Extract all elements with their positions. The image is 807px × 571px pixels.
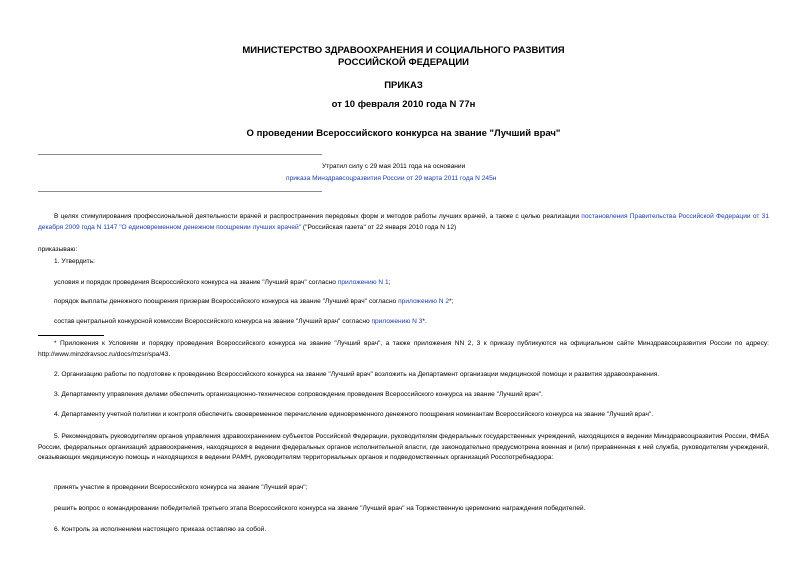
item-5-text: 5. Рекомендовать руководителям органов управления здравоохранением субъектов Российской Федерации, руководителям федеральных государственных учреждений, находящихся в ведении Минздравсоцразвития России, ФМБА России, федеральных организаций здравоохранения, находящихся в ведении федеральных органов исполнительной власти, где законодательно предусмотрена военная и (или) приравненная к ней служба, руководителям учреждений, оказывающих медицинскую помощь и находящихся в ведении РАМН, руководителям территориальных органов и подведомственных организаций Росспотребнадзора: (38, 433, 769, 461)
item-1a-end: ; (388, 279, 391, 286)
item-1b-end: *; (449, 298, 454, 305)
document-title: О проведении Всероссийского конкурса на звание "Лучший врач" (246, 128, 561, 139)
document-date-number: от 10 февраля 2010 года N 77н (331, 99, 476, 110)
ministry-title-line1: МИНИСТЕРСТВО ЗДРАВООХРАНЕНИЯ И СОЦИАЛЬНОГО РАЗВИТИЯ (242, 45, 565, 56)
appendix-3-link[interactable]: приложению N 3 (371, 318, 423, 325)
ministry-title-line2: РОССИЙСКОЙ ФЕДЕРАЦИИ (337, 57, 469, 68)
item-5 (38, 432, 769, 464)
appendix-1-link[interactable]: приложению N 1 (337, 279, 389, 286)
document-type: ПРИКАЗ (384, 80, 423, 91)
footnote-text: * Приложения к Условиям и порядку проведения Всероссийского конкурса на звание "Лучший врач", а также приложения NN 2, 3 к приказу публикуются на официальном сайте Минздравсоцразвития России по адресу: http://www.minzdravsoc.ru/docs/mzsr/spa/43. (38, 340, 769, 358)
item-1a-text: условия и порядок проведения Всероссийского конкурса на звание "Лучший врач" согласно (54, 279, 338, 286)
item-1c-text: состав центральной конкурсной комиссии Всероссийского конкурса на звание "Лучший врач" согласно (54, 318, 372, 325)
order-word: приказываю: (38, 246, 78, 253)
divider-top (38, 154, 322, 155)
item-1b-text: порядок выплаты денежного поощрения призерам Всероссийского конкурса на звание "Лучший врач" согласно (54, 298, 399, 305)
preamble-text: В целях стимулирования профессиональной деятельности врачей и распространения передовых форм и методов работы лучших врачей, а также с целью реализации (54, 213, 582, 220)
item-1a (54, 278, 391, 289)
item-4: 4. Департаменту учетной политики и контроля обеспечить своевременное перечисление единовременного денежного поощрения номинантам Всероссийского конкурса на звание "Лучший врач". (54, 411, 654, 418)
item-5a: принять участие в проведении Всероссийского конкурса на звание "Лучший врач"; (54, 484, 308, 491)
appendix-2-link[interactable]: приложению N 2 (398, 298, 449, 305)
preamble-paragraph (38, 212, 769, 233)
item-2: 2. Организацию работы по подготовке к проведению Всероссийского конкурса на звание "Лучший врач" возложить на Департамент организации медицинской помощи и развития здравоохранения. (54, 371, 660, 378)
footnote (38, 339, 769, 360)
item-3: 3. Департаменту управления делами обеспечить организационно-техническое сопровождение проведения Всероссийского конкурса на звание "Лучший врач". (54, 391, 543, 398)
repeal-order-link-text[interactable]: приказа Минздравсоцразвития России от 29 марта 2011 года N 245н (286, 175, 497, 182)
government-decree-link[interactable]: постановления Правительства Российской Федерации от 31 декабря 2009 года N 1147 "О единовременном денежном поощрении лучших врачей" (38, 213, 769, 231)
item-1b (54, 297, 453, 308)
footnote-divider (38, 335, 104, 336)
item-5b: решить вопрос о командировании победителей третьего этапа Всероссийского конкурса на звание "Лучший врач" на Торжественную церемонию награждения победителей. (54, 505, 586, 512)
repeal-order-link[interactable] (286, 174, 520, 185)
item-1c (54, 317, 427, 328)
status-note: Утратил силу с 29 мая 2011 года на основании (322, 163, 466, 170)
item-1c-end: *. (422, 318, 427, 325)
divider-bottom (38, 191, 322, 192)
item-6: 6. Контроль за исполнением настоящего приказа оставляю за собой. (54, 526, 267, 533)
item-1: 1. Утвердить: (54, 258, 95, 265)
preamble-source: ("Российская газета" от 22 января 2010 года N 12) (301, 223, 457, 231)
